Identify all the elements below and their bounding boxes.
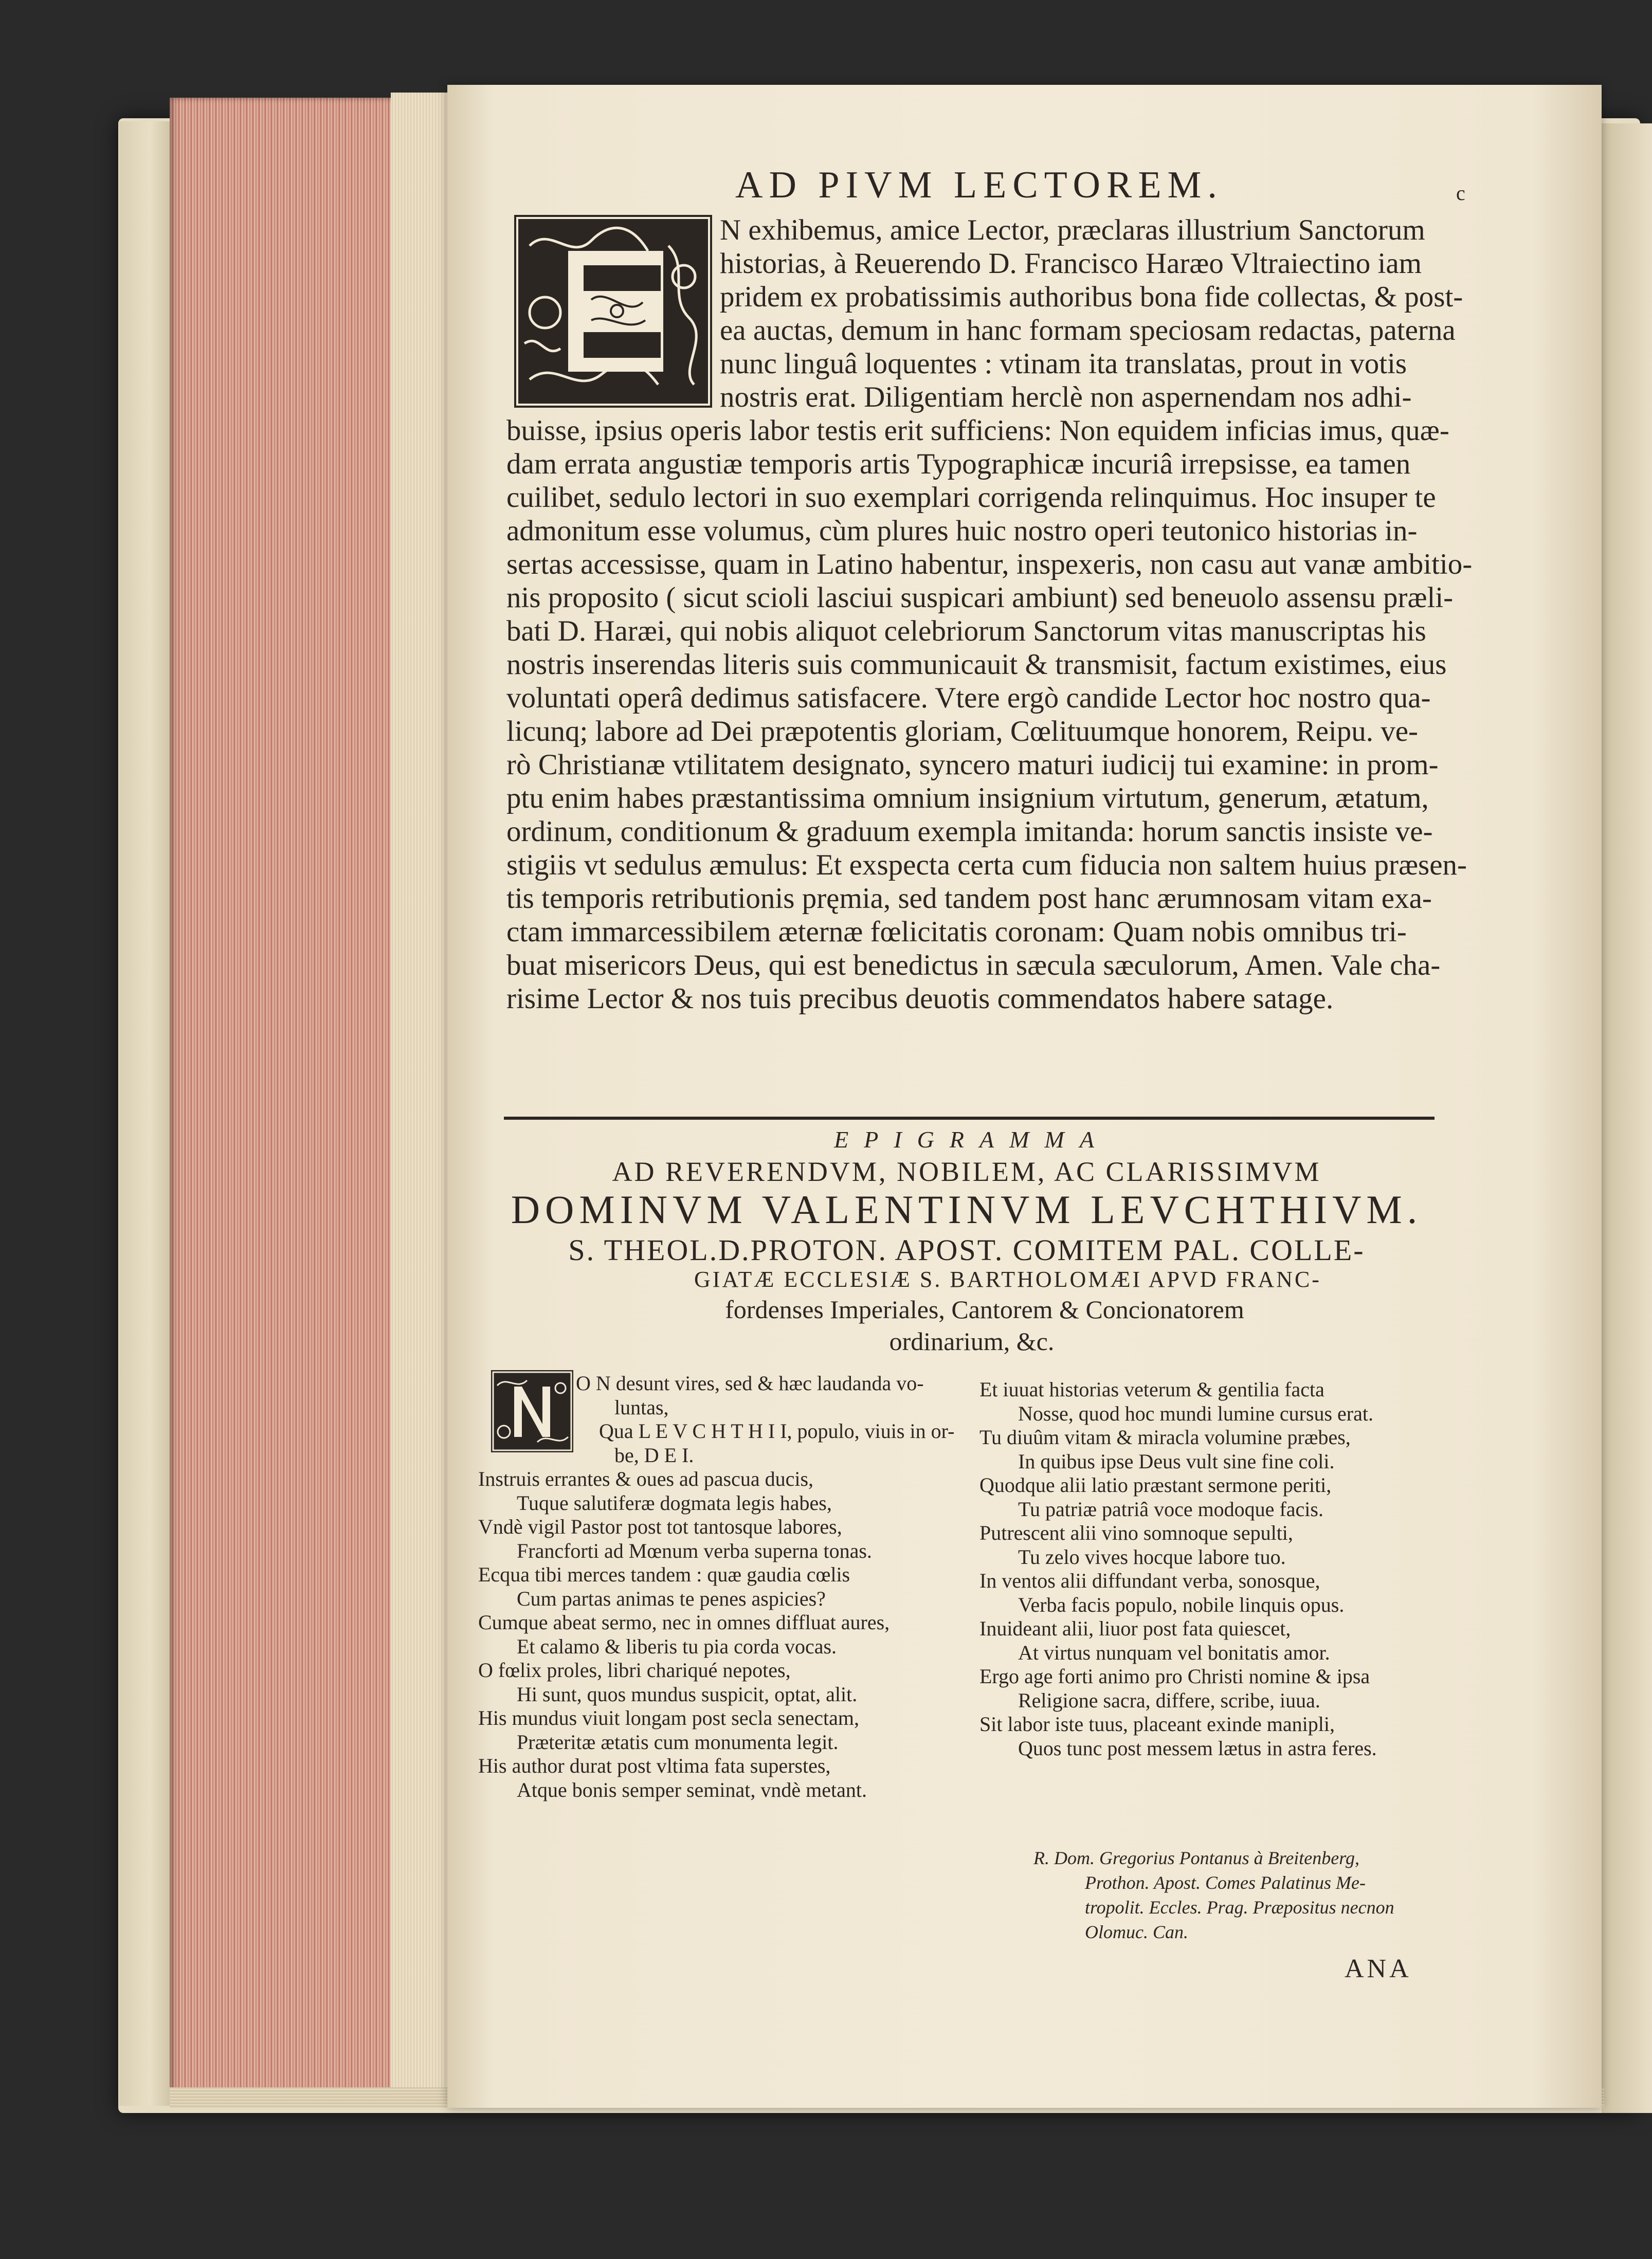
poem-line: luntas, bbox=[614, 1395, 669, 1419]
prose-line: nostris inserendas literis suis communicauit & transmisit, factum existimes, eius bbox=[506, 648, 1447, 681]
signature-line: Olomuc. Can. bbox=[1085, 1922, 1188, 1942]
poem-line: Inuideant alii, liuor post fata quiescet, bbox=[979, 1617, 1291, 1640]
poem-right-column bbox=[979, 1378, 1442, 1760]
poem-line: Et calamo & liberis tu pia corda vocas. bbox=[517, 1634, 837, 1658]
poem-line: Sit labor iste tuus, placeant exinde manipli, bbox=[979, 1713, 1335, 1736]
dedicatee-name: DOMINVM VALENTINVM LEVCHTHIVM. bbox=[511, 1187, 1423, 1232]
poem-line: In quibus ipse Deus vult sine fine coli. bbox=[1018, 1449, 1335, 1473]
poem-line: Francforti ad Mœnum verba superna tonas. bbox=[517, 1539, 872, 1562]
poem-line: be, D E I. bbox=[614, 1443, 694, 1467]
prose-line: ea auctas, demum in hanc formam speciosam redactas, paterna bbox=[720, 314, 1456, 347]
prose-line: buat misericors Deus, qui est benedictus in sæcula sæculorum, Amen. Vale cha- bbox=[506, 949, 1441, 981]
prose-line: stigiis vt sedulus æmulus: Et exspecta certa cum fiducia non saltem huius præsen- bbox=[506, 849, 1467, 881]
section-rule bbox=[504, 1117, 1435, 1120]
poem-line: Hi sunt, quos mundus suspicit, optat, alit. bbox=[517, 1682, 858, 1706]
author-signature bbox=[1033, 1846, 1486, 1944]
binding-edge bbox=[119, 121, 171, 2106]
poem-line: Tu zelo vives hocque labore tuo. bbox=[1018, 1545, 1286, 1569]
poem-line: Cumque abeat sermo, nec in omnes diffluat aures, bbox=[478, 1611, 890, 1634]
dedicatee-title: S. THEOL.D.PROTON. APOST. COMITEM PAL. COLLE- bbox=[568, 1233, 1365, 1267]
dedicatee-office: fordenses Imperiales, Cantorem & Concionatorem bbox=[725, 1295, 1244, 1324]
prose-line: admonitum esse volumus, cùm plures huic nostro operi teutonico historias in- bbox=[506, 515, 1418, 547]
prose-line: ordinum, conditionum & graduum exempla imitanda: horum sanctis insiste ve- bbox=[506, 815, 1433, 848]
prose-line: dam errata angustiæ temporis artis Typographicæ incuriâ irrepsisse, ea tamen bbox=[506, 448, 1411, 480]
poem-line: Religione sacra, differe, scribe, iuua. bbox=[1018, 1688, 1320, 1712]
prose-line: nostris erat. Diligentiam herclè non aspernendam nos adhi- bbox=[720, 381, 1412, 413]
facing-page-edge bbox=[1602, 123, 1652, 2113]
prose-line: ptu enim habes præstantissima omnium insignium virtutum, generum, ætatum, bbox=[506, 782, 1429, 814]
prose-line: risime Lector & nos tuis precibus deuotis commendatos habere satage. bbox=[506, 982, 1334, 1015]
prose-line: ctam immarcessibilem æternæ fœlicitatis coronam: Quam nobis omnibus tri- bbox=[506, 916, 1407, 948]
dedication-line: AD REVERENDVM, NOBILEM, AC CLARISSIMVM bbox=[612, 1156, 1321, 1187]
prose-line: nunc linguâ loquentes : vtinam ita translatas, prout in votis bbox=[720, 348, 1407, 380]
running-head: AD PIVM LECTOREM. bbox=[735, 164, 1223, 206]
poem-line: In ventos alii diffundant verba, sonosque, bbox=[979, 1569, 1320, 1592]
poem-line: Atque bonis semper seminat, vndè metant. bbox=[517, 1778, 867, 1801]
poem-line: Putrescent alii vino somnoque sepulti, bbox=[979, 1521, 1293, 1544]
signature-line: tropolit. Eccles. Prag. Præpositus necnon bbox=[1085, 1897, 1394, 1918]
poem-line: Verba facis populo, nobile linquis opus. bbox=[1018, 1593, 1345, 1616]
dedicatee-rank: ordinarium, &c. bbox=[889, 1327, 1055, 1356]
signature-line: R. Dom. Gregorius Pontanus à Breitenberg, bbox=[1033, 1848, 1359, 1868]
prose-line: voluntati operâ dedimus satisfacere. Vtere ergò candide Lector hoc nostro qua- bbox=[506, 682, 1431, 714]
poem-line: Quodque alii latio præstant sermone periti, bbox=[979, 1473, 1332, 1497]
poem-line: Tu patriæ patriâ voce modoque facis. bbox=[1018, 1497, 1323, 1521]
poem-line: Præteritæ ætatis cum monumenta legit. bbox=[517, 1730, 839, 1754]
poem-line: Quos tunc post messem lætus in astra feres. bbox=[1018, 1736, 1377, 1760]
poem-line: Instruis errantes & oues ad pascua ducis, bbox=[478, 1467, 814, 1490]
corner-mark: c bbox=[1456, 181, 1465, 205]
signature-line: Prothon. Apost. Comes Palatinus Me- bbox=[1085, 1872, 1366, 1893]
poem-line: Ergo age forti animo pro Christi nomine & ipsa bbox=[979, 1665, 1370, 1688]
prose-line: buisse, ipsius operis labor testis erit sufficiens: Non equidem inficias imus, quæ- bbox=[506, 414, 1449, 447]
prose-line: licunq; labore ad Dei præpotentis gloriam, Cœlituumque honorem, Reipu. ve- bbox=[506, 715, 1418, 748]
page-edges-cream bbox=[391, 93, 452, 2098]
poem-line: Vndè vigil Pastor post tot tantosque labores, bbox=[478, 1515, 842, 1538]
poem-line: Qua L E V C H T H I I, populo, viuis in or- bbox=[599, 1419, 955, 1443]
prose-line: tis temporis retributionis pręmia, sed tandem post hanc ærumnosam vitam exa- bbox=[506, 882, 1432, 915]
prose-line: historias, à Reuerendo D. Francisco Haræo Vltraiectino iam bbox=[720, 247, 1422, 280]
epigram-heading: EPIGRAMMA bbox=[834, 1126, 1110, 1153]
poem-left-column bbox=[478, 1372, 955, 1802]
prose-line: N exhibemus, amice Lector, præclaras illustrium Sanctorum bbox=[720, 214, 1425, 246]
poem-line: O N desunt vires, sed & hæc laudanda vo- bbox=[576, 1372, 924, 1395]
prose-line: cuilibet, sedulo lectori in suo exemplari corrigenda relinquimus. Hoc insuper te bbox=[506, 481, 1436, 514]
poem-line: Tu diuûm vitam & miracla volumine præbes, bbox=[979, 1426, 1351, 1449]
preface-text bbox=[506, 213, 1473, 1015]
poem-line: Et iuuat historias veterum & gentilia facta bbox=[979, 1378, 1324, 1401]
prose-line: pridem ex probatissimis authoribus bona fide collectas, & post- bbox=[720, 281, 1463, 313]
prose-line: bati D. Haræi, qui nobis aliquot celebriorum Sanctorum vitas manuscriptas his bbox=[506, 615, 1426, 647]
poem-line: At virtus nunquam vel bonitatis amor. bbox=[1018, 1641, 1330, 1664]
poem-line: Ecqua tibi merces tandem : quæ gaudia cœlis bbox=[478, 1563, 850, 1586]
poem-line: His author durat post vltima fata superstes, bbox=[478, 1754, 831, 1777]
prose-line: nis proposito ( sicut scioli lasciui suspicari ambiunt) sed beneuolo assensu præli- bbox=[506, 581, 1454, 614]
poem-line: Tuque salutiferæ dogmata legis habes, bbox=[517, 1491, 832, 1515]
prose-line: rò Christianæ vtilitatem designato, syncero maturi iudicij tui examine: in prom- bbox=[506, 749, 1439, 781]
dedicatee-church: GIATÆ ECCLESIÆ S. BARTHOLOMÆI APVD FRANC- bbox=[694, 1267, 1321, 1292]
poem-line: Cum partas animas te penes aspicies? bbox=[517, 1587, 826, 1610]
poem-line: His mundus viuit longam post secla senectam, bbox=[478, 1706, 859, 1729]
prose-line: sertas accessisse, quam in Latino habentur, inspexeris, non casu aut vanæ ambitio- bbox=[506, 548, 1473, 580]
catchword: ANA bbox=[1345, 1954, 1412, 1983]
poem-line: O fœlix proles, libri chariqué nepotes, bbox=[478, 1659, 791, 1682]
poem-line: Nosse, quod hoc mundi lumine cursus erat. bbox=[1018, 1401, 1373, 1425]
